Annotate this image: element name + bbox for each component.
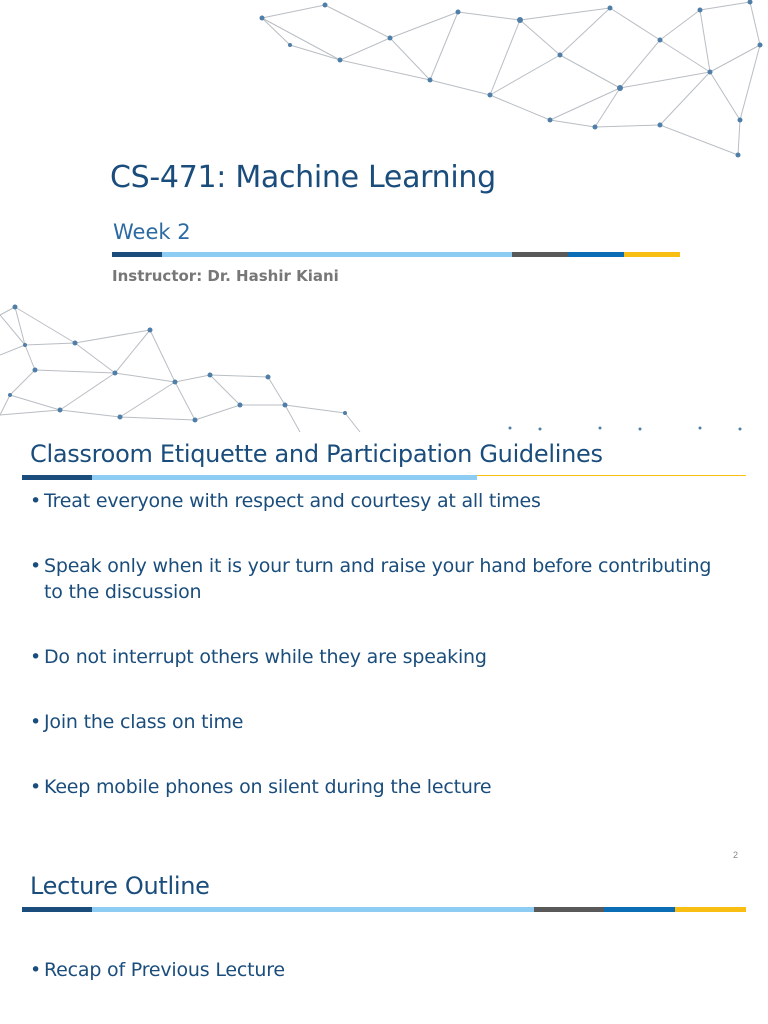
outline-title: Lecture Outline	[30, 872, 210, 900]
title-slide	[0, 0, 768, 432]
etiquette-bullet-list	[30, 488, 730, 839]
list-item: • Keep mobile phones on silent during the lecture	[30, 774, 730, 800]
etiquette-title: Classroom Etiquette and Participation Guidelines	[30, 440, 603, 468]
outline-bullet-list	[30, 957, 730, 1022]
outline-accent-bar	[22, 907, 746, 912]
network-pattern-top-right	[230, 0, 768, 160]
list-item: • Recap of Previous Lecture	[30, 957, 730, 983]
outline-slide	[0, 864, 768, 1024]
etiquette-slide	[0, 432, 768, 864]
week-subtitle: Week 2	[113, 220, 191, 244]
list-item: • Speak only when it is your turn and raise your hand before contributing to the discussion	[30, 553, 730, 605]
etiquette-accent-bar	[22, 475, 746, 480]
course-title: CS-471: Machine Learning	[110, 160, 496, 195]
list-item: • Do not interrupt others while they are speaking	[30, 644, 730, 670]
title-accent-bar	[112, 252, 680, 257]
instructor-name: Instructor: Dr. Hashir Kiani	[112, 267, 339, 285]
network-pattern-bottom-left	[0, 295, 768, 432]
list-item: • Join the class on time	[30, 709, 730, 735]
list-item: • Treat everyone with respect and courtesy at all times	[30, 488, 730, 514]
page-number: 2	[732, 850, 738, 860]
